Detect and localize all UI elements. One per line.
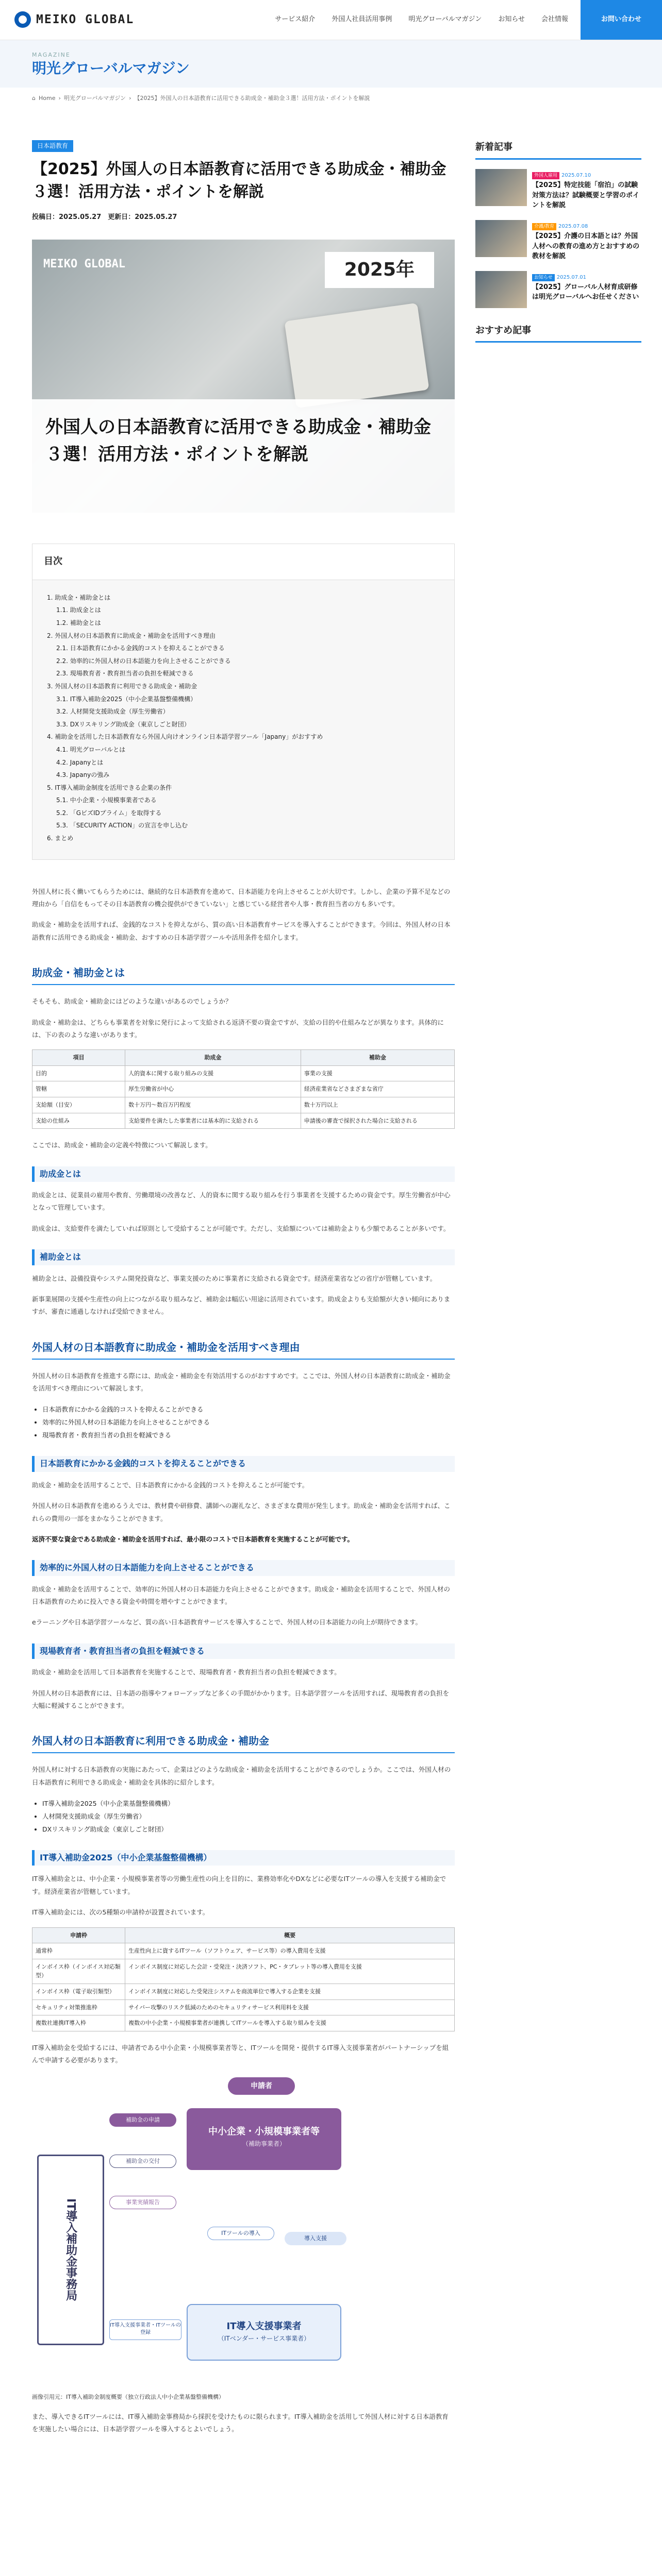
toc-item[interactable]: 3.3. DXリスキリング助成金（東京しごと財団） [56, 720, 190, 728]
table-cell: 目的 [32, 1065, 125, 1081]
table-row [32, 1081, 455, 1097]
toc-item[interactable]: 2.1. 日本語教育にかかる金銭的コストを抑えることができる [56, 645, 225, 652]
site-header [0, 0, 662, 40]
main-nav [267, 0, 662, 40]
vendor-box [187, 2304, 341, 2361]
table-row [32, 2015, 455, 2031]
intro-paragraph: 助成金・補助金を活用すれば、金銭的なコストを抑えながら、質の高い日本語教育サービスを導入することができます。今回は、外国人材の日本語教育に活用できる助成金・補助金、おすすめの日本語学習ツールや活用条件を紹介します。 [32, 921, 451, 941]
article-title: 【2025】特定技能「宿泊」の試験対策方法は？試験概要と学習のポイントを解説 [532, 181, 640, 210]
paragraph: 外国人材の日本語教育を進めるうえでは、教材費や研修費、講師への謝礼など、さまざまな費用が発生します。助成金・補助金を活用すれば、これらの費用の一部をまかなうことができます。 [32, 1502, 451, 1522]
toc-item[interactable]: 3.1. IT導入補助金2025（中小企業基盤整備機構） [56, 695, 197, 703]
list-item: • DXリスキリング助成金（東京しごと財団） [42, 1823, 455, 1836]
sidebar-new-title: 新着記事 [475, 140, 641, 160]
paragraph: 助成金・補助金は、どちらも事業者を対象に発行によって支給される返済不要の資金ですが、支給の目的や仕組みなどが異なります。具体的には、下の表のような違いがあります。 [32, 1018, 444, 1039]
article-badge: お知らせ [532, 274, 555, 281]
section-heading: 外国人材の日本語教育に助成金・補助金を活用すべき理由 [32, 1339, 455, 1360]
list-item: • 人材開発支援助成金（厚生労働省） [42, 1810, 455, 1823]
sidebar-recommended-title: おすすめ記事 [475, 324, 641, 343]
article-title: 【2025】介護の日本語とは？外国人材への教育の進め方とおすすめの教材を解説 [532, 232, 640, 261]
table-cell: 支給の仕組み [32, 1113, 125, 1129]
table-cell: インボイス枠（電子取引類型） [32, 1984, 125, 1999]
toc-item[interactable]: 4.3. Japanyの強み [56, 771, 110, 779]
article-badge: 外国人雇用 [532, 172, 559, 179]
article-thumbnail [475, 169, 527, 206]
flow-label: 補助金の申請 [109, 2113, 176, 2127]
paragraph: 新事業展開の支援や生産性の向上につながる取り組みなど、補助金は幅広い用途に活用されています。助成金よりも支給額が大きい傾向にありますが、審査に通過しなければ受給できません。 [32, 1295, 451, 1316]
contact-button[interactable]: お問い合わせ [581, 0, 662, 40]
toc-item[interactable]: 2.3. 現場教育者・教育担当者の負担を軽減できる [56, 670, 194, 677]
list-item: • IT導入補助金2025（中小企業基盤整備機構） [42, 1797, 455, 1810]
toc-item[interactable]: 5.2. 「GビズIDプライム」を取得する [56, 809, 162, 817]
application-frame-table [32, 1927, 455, 2031]
section-heading: 外国人材の日本語教育に利用できる助成金・補助金 [32, 1733, 455, 1753]
paragraph: そもそも、助成金・補助金にはどのような違いがあるのでしょうか？ [32, 997, 232, 1006]
subsidy-flow-diagram [32, 2077, 455, 2381]
intro-paragraph: 外国人材に長く働いてもらうためには、継続的な日本語教育を進めて、日本語能力を向上させることが大切です。しかし、企業の予算不足などの理由から「自信をもってその日本語教育の機会提供ができていない」と感じている経営者や人事・教育担当者の方も多いです。 [32, 887, 451, 908]
toc-item[interactable]: 2.2. 効率的に外国人材の日本語能力を向上させることができる [56, 657, 231, 665]
table-header: 概要 [125, 1927, 455, 1943]
table-cell: インボイス制度に対応した受発注システムを商流単位で導入する企業を支援 [125, 1984, 455, 1999]
nav-company[interactable]: 会社情報 [541, 15, 568, 24]
article-thumbnail [475, 220, 527, 257]
paragraph: IT導入補助金とは、中小企業・小規模事業者等の労働生産性の向上を目的に、業務効率化やDXなどに必要なITツールの導入を支援する補助金です。経済産業省が管轄しています。 [32, 1875, 446, 1895]
article-title: 【2025】グローバル人材育成研修は明光グローバルへお任せください [532, 283, 639, 301]
article-date: 2025.07.01 [556, 274, 586, 280]
table-cell: 生産性向上に資するITツール（ソフトウェア、サービス等）の導入費用を支援 [125, 1943, 455, 1959]
banner-subtitle: MAGAZINE [32, 52, 71, 58]
toc-item[interactable]: 2. 外国人材の日本語教育に助成金・補助金を活用すべき理由 [47, 632, 216, 639]
comparison-table [32, 1049, 455, 1129]
article-title: 【2025】外国人の日本語教育に活用できる助成金・補助金３選！活用方法・ポイントを解説 [32, 160, 446, 201]
flow-label: 導入支援 [285, 2232, 346, 2245]
article-date: 2025.07.08 [558, 223, 588, 229]
table-cell: 支給額（目安） [32, 1097, 125, 1113]
table-cell: 管轄 [32, 1081, 125, 1097]
nav-magazine[interactable]: 明光グローバルマガジン [408, 15, 482, 24]
sidebar-article-card[interactable] [475, 271, 641, 308]
toc-item[interactable]: 1. 助成金・補助金とは [47, 594, 111, 601]
vendor-box-sub: （ITベンダー・サービス事業者） [218, 2335, 310, 2343]
logo-mark-icon [14, 11, 31, 28]
table-cell: 人的資本に関する取り組みの支援 [125, 1065, 301, 1081]
applicant-box-sub: （補助事業者） [242, 2140, 286, 2148]
flow-label: 事業実績報告 [109, 2196, 176, 2209]
article-thumbnail [475, 271, 527, 308]
paragraph: 外国人材の日本語教育には、日本語の指導やフォローアップなど多くの手間がかかります。日本語学習ツールを活用すれば、現場教育者の負担を大幅に軽減することができます。 [32, 1689, 450, 1709]
applicant-box-title: 中小企業・小規模事業者等 [208, 2126, 320, 2137]
paragraph: 助成金・補助金を活用して日本語教育を実施することで、現場教育者・教育担当者の負担を軽減できます。 [32, 1668, 341, 1676]
toc-item[interactable]: 6. まとめ [47, 835, 74, 842]
applicant-label: 申請者 [228, 2077, 295, 2095]
paragraph: 助成金は、支給要件を満たしていれば原則として受給することが可能です。ただし、支給額については補助金よりも少額であることが多いです。 [32, 1224, 450, 1232]
table-cell: 数十万円以上 [301, 1097, 454, 1113]
paragraph: IT導入補助金を受給するには、申請者である中小企業・小規模事業者等と、ITツールを開発・提供するIT導入支援事業者がパートナーシップを組んで申請する必要があります。 [32, 2043, 449, 2064]
banner-title: 明光グローバルマガジン [32, 59, 190, 77]
home-icon: ⌂ [32, 95, 36, 102]
toc-item[interactable]: 5. IT導入補助金制度を活用できる企業の条件 [47, 784, 172, 791]
table-row [32, 1113, 455, 1129]
table-header: 助成金 [125, 1050, 301, 1066]
paragraph: ここでは、助成金・補助金の定義や特徴について解説します。 [32, 1141, 212, 1149]
calculator-image [284, 303, 429, 409]
logo-text: MEIKO GLOBAL [36, 13, 135, 27]
flow-label: IT導入支援事業者・ITツールの登録 [109, 2319, 181, 2340]
breadcrumb-current: 【2025】外国人の日本語教育に活用できる助成金・補助金３選！活用方法・ポイントを解説 [134, 95, 370, 102]
toc-item[interactable]: 4.2. Japanyとは [56, 758, 104, 766]
table-cell: 数十万円〜数百万円程度 [125, 1097, 301, 1113]
category-badge[interactable]: 日本語教育 [32, 140, 73, 152]
table-cell: サイバー攻撃のリスク低減のためのセキュリティサービス利用料を支援 [125, 1999, 455, 2015]
toc-list [32, 580, 454, 859]
table-header: 申請枠 [32, 1927, 125, 1943]
subsection-heading: 助成金とは [32, 1166, 455, 1182]
paragraph: 助成金・補助金を活用することで、効率的に外国人材の日本語能力を向上させることができます。助成金・補助金を活用することで、外国人材の日本語教育のために投入できる資金や時間を増やすことができます。 [32, 1585, 451, 1606]
paragraph: また、導入できるITツールには、IT導入補助金事務局から採択を受けたものに限られます。IT導入補助金を活用して外国人材に対する日本語教育を実施したい場合には、日本語学習ツールを導入するとよいでしょう。 [32, 2412, 449, 2433]
table-row [32, 1984, 455, 1999]
table-row [32, 1999, 455, 2015]
table-cell: 事業の支援 [301, 1065, 454, 1081]
paragraph: 助成金とは、従業員の雇用や教育、労働環境の改善など、人的資本に関する取り組みを行う事業者を支援するための資金です。厚生労働省が中心となって管理しています。 [32, 1191, 451, 1212]
table-cell: 複数社連携IT導入枠 [32, 2015, 125, 2031]
list-item: • 効率的に外国人材の日本語能力を向上させることができる [42, 1416, 455, 1429]
toc-item[interactable]: 3.2. 人材開発支援助成金（厚生労働省） [56, 708, 169, 716]
toc-item[interactable]: 4.1. 明光グローバルとは [56, 745, 126, 753]
nav-news[interactable]: お知らせ [498, 15, 525, 24]
subsection-heading: 補助金とは [32, 1249, 455, 1265]
table-row [32, 1097, 455, 1113]
table-cell: インボイス制度に対応した会計・受発注・決済ソフト、PC・タブレット等の導入費用を支援 [125, 1959, 455, 1984]
subsection-heading: 効率的に外国人材の日本語能力を向上させることができる [32, 1560, 455, 1575]
subsection-heading: IT導入補助金2025（中小企業基盤整備機構） [32, 1850, 455, 1866]
site-logo[interactable] [14, 10, 134, 29]
sidebar-article-card[interactable] [475, 220, 641, 262]
table-row [32, 1065, 455, 1081]
hero-year: 2025年 [325, 252, 434, 288]
paragraph: IT導入補助金には、次の5種類の申請枠が設置されています。 [32, 1908, 209, 1917]
paragraph: eラーニングや日本語学習ツールなど、質の高い日本語教育サービスを導入することで、外国人材の日本語能力の向上が期待できます。 [32, 1618, 422, 1626]
nav-case-studies[interactable]: 外国人社員活用事例 [332, 15, 392, 24]
table-cell: セキュリティ対策推進枠 [32, 1999, 125, 2015]
table-header: 項目 [32, 1050, 125, 1066]
subsidy-office-box: IT導入補助金事務局 [37, 2155, 104, 2345]
page-banner [0, 40, 662, 88]
breadcrumb-magazine[interactable]: 明光グローバルマガジン [63, 95, 126, 102]
subsection-heading: 日本語教育にかかる金銭的コストを抑えることができる [32, 1456, 455, 1471]
toc-item[interactable]: 4. 補助金を活用した日本語教育なら外国人向けオンライン日本語学習ツール「Japany」がおすすめ [47, 733, 323, 741]
list-item: • 日本語教育にかかる金銭的コストを抑えることができる [42, 1403, 455, 1416]
toc-item[interactable]: 5.1. 中小企業・小規模事業者である [56, 796, 157, 804]
hero-image [32, 240, 455, 513]
flow-label: ITツールの導入 [207, 2227, 274, 2240]
flow-label: 補助金の交付 [109, 2155, 176, 2168]
article-badge: 介護/教育 [532, 223, 556, 230]
table-cell: 支給要件を満たした事業者には基本的に支給される [125, 1113, 301, 1129]
section-heading: 助成金・補助金とは [32, 964, 455, 985]
paragraph: 返済不要な資金である助成金・補助金を活用すれば、最小限のコストで日本語教育を実施することが可能です。 [32, 1535, 354, 1543]
table-cell: 経済産業省などさまざまな省庁 [301, 1081, 454, 1097]
article [32, 109, 455, 2444]
table-of-contents [32, 544, 455, 860]
table-header: 補助金 [301, 1050, 454, 1066]
table-cell: 申請後の審査で採択された場合に支給される [301, 1113, 454, 1129]
toc-item[interactable]: 3. 外国人材の日本語教育に利用できる助成金・補助金 [47, 682, 197, 690]
list-item: • 現場教育者・教育担当者の負担を軽減できる [42, 1429, 455, 1442]
breadcrumb: ⌂ Home › 明光グローバルマガジン › 【2025】外国人の日本語教育に活用できる助成金・補助金３選！活用方法・ポイントを解説 [0, 88, 662, 109]
subsection-heading: 現場教育者・教育担当者の負担を軽減できる [32, 1643, 455, 1659]
table-row [32, 1943, 455, 1959]
paragraph: 補助金とは、設備投資やシステム開発投資など、事業支援のために事業者に支給される資金です。経済産業省などの省庁が管轄しています。 [32, 1274, 437, 1282]
paragraph: 助成金・補助金を活用することで、日本語教育にかかる金銭的コストを抑えることが可能です。 [32, 1481, 309, 1489]
table-cell: 複数の中小企業・小規模事業者が連携してITツールを導入する取り組みを支援 [125, 2015, 455, 2031]
table-cell: インボイス枠（インボイス対応類型） [32, 1959, 125, 1984]
image-caption: 画像引用元：IT導入補助金制度概要（独立行政法人中小企業基盤整備機構） [32, 2393, 224, 2400]
hero-caption: 外国人の日本語教育に活用できる助成金・補助金３選！活用方法・ポイントを解説 [32, 399, 455, 513]
article-dates: 投稿日：2025.05.27 更新日：2025.05.27 [32, 213, 177, 222]
toc-item[interactable]: 1.1. 助成金とは [56, 606, 101, 614]
table-cell: 通常枠 [32, 1943, 125, 1959]
hero-logo: MEIKO GLOBAL [43, 257, 125, 270]
new-articles-list [475, 169, 641, 308]
toc-item[interactable]: 5.3. 「SECURITY ACTION」の宣言を申し込む [56, 822, 188, 829]
breadcrumb-home[interactable]: Home [38, 95, 56, 102]
sidebar [475, 109, 641, 2444]
article-date: 2025.07.10 [561, 172, 591, 178]
toc-item[interactable]: 1.2. 補助金とは [56, 619, 101, 626]
toc-title: 目次 [32, 544, 454, 580]
paragraph: 外国人材に対する日本語教育の実施にあたって、企業はどのような助成金・補助金を活用することができるのでしょうか。ここでは、外国人材の日本語教育に利用できる助成金・補助金を具体的に紹介します。 [32, 1766, 451, 1786]
sidebar-article-card[interactable] [475, 169, 641, 211]
table-cell: 厚生労働省が中心 [125, 1081, 301, 1097]
table-row [32, 1959, 455, 1984]
paragraph: 外国人材の日本語教育を推進する際には、助成金・補助金を有効活用するのがおすすめです。ここでは、外国人材の日本語教育に助成金・補助金を活用すべき理由について解説します。 [32, 1371, 451, 1393]
subsidy-list [42, 1797, 455, 1836]
vendor-box-title: IT導入支援事業者 [226, 2320, 302, 2332]
applicant-box [187, 2108, 341, 2170]
reason-list [42, 1403, 455, 1442]
nav-services[interactable]: サービス紹介 [275, 15, 316, 24]
